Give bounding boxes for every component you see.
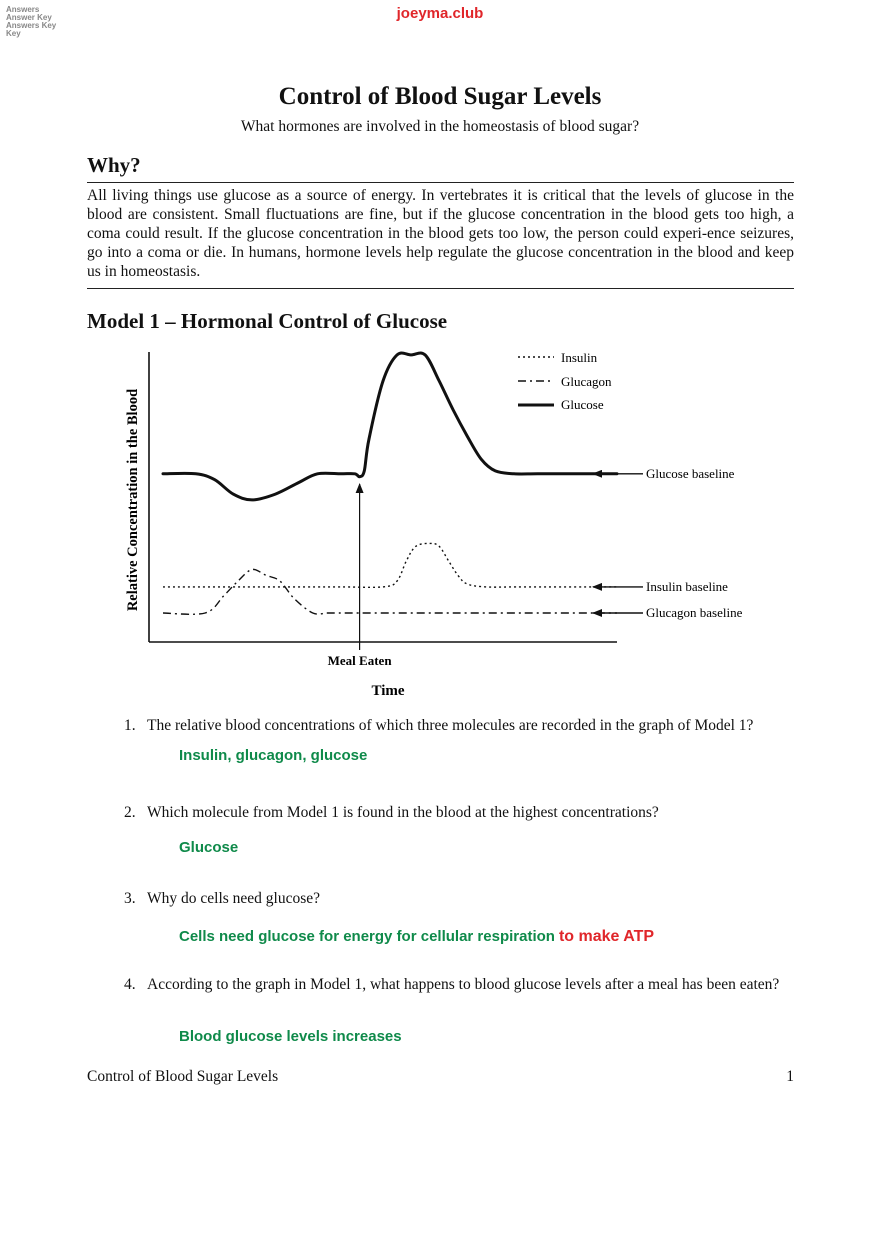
- question-number: 2.: [124, 804, 136, 821]
- watermark-line: Key: [6, 29, 21, 38]
- legend-insulin-label: Insulin: [561, 350, 598, 365]
- glucagon-baseline-label: Glucagon baseline: [646, 605, 743, 620]
- question-1: [124, 716, 794, 736]
- series-glucagon-line: [163, 569, 617, 614]
- series-insulin-line: [163, 543, 617, 587]
- legend: [518, 350, 612, 412]
- legend-glucagon-label: Glucagon: [561, 374, 612, 389]
- question-text: Why do cells need glucose?: [147, 890, 321, 907]
- why-heading: Why?: [87, 153, 141, 177]
- why-paragraph: All living things use glucose as a source of energy. In vertebrates it is critical that the levels of glucose in the blood are consistent. Small fluctuations are fine, but if the glucose concentration in the blood gets too high, a coma could result. If the glucose concentration in the blood gets too low, the person could experi-ence seizures, go into a coma or die. In humans, hormone levels help regulate the glucose concentration in the blood and keep us in homeostasis.: [87, 187, 794, 280]
- model-heading: Model 1 – Hormonal Control of Glucose: [87, 309, 448, 333]
- watermark-line: Answer Key: [6, 13, 52, 22]
- watermark-line: Answers: [6, 5, 40, 14]
- question-3: [124, 889, 794, 909]
- page-title: Control of Blood Sugar Levels: [278, 83, 602, 110]
- question-number: 3.: [124, 890, 136, 907]
- answer-2: Glucose: [179, 839, 239, 856]
- answer-1: Insulin, glucagon, glucose: [179, 747, 368, 764]
- footer-title: Control of Blood Sugar Levels: [87, 1068, 279, 1085]
- insulin-baseline-label: Insulin baseline: [646, 578, 728, 594]
- question-text: Which molecule from Model 1 is found in the blood at the highest concentrations?: [147, 804, 659, 821]
- site-link[interactable]: joeyma.club: [396, 5, 484, 22]
- answer-extra-text: to make ATP: [558, 928, 655, 945]
- question-text: The relative blood concentrations of which three molecules are recorded in the graph of Model 1?: [147, 717, 754, 734]
- question-4: [124, 975, 794, 995]
- answer-text: Cells need glucose for energy for cellular respiration: [179, 928, 555, 945]
- meal-eaten-label: Meal Eaten: [327, 653, 392, 668]
- question-number: 4.: [124, 976, 136, 993]
- legend-glucose-label: Glucose: [561, 397, 604, 412]
- page-subtitle: What hormones are involved in the homeostasis of blood sugar?: [240, 118, 640, 135]
- glucose-baseline-label: Glucose baseline: [646, 465, 735, 481]
- page-number: 1: [786, 1068, 794, 1085]
- question-number: 1.: [124, 717, 136, 734]
- watermark-line: Answers Key: [6, 21, 57, 30]
- question-2: [124, 803, 794, 823]
- answer-4: Blood glucose levels increases: [179, 1028, 402, 1045]
- y-axis-label: Relative Concentration in the Blood: [125, 388, 141, 612]
- series-glucose-line: [163, 353, 617, 500]
- x-axis-label: Time: [371, 683, 405, 699]
- answer-3: [179, 928, 654, 946]
- question-text: According to the graph in Model 1, what happens to blood glucose levels after a meal has been eaten?: [147, 976, 780, 993]
